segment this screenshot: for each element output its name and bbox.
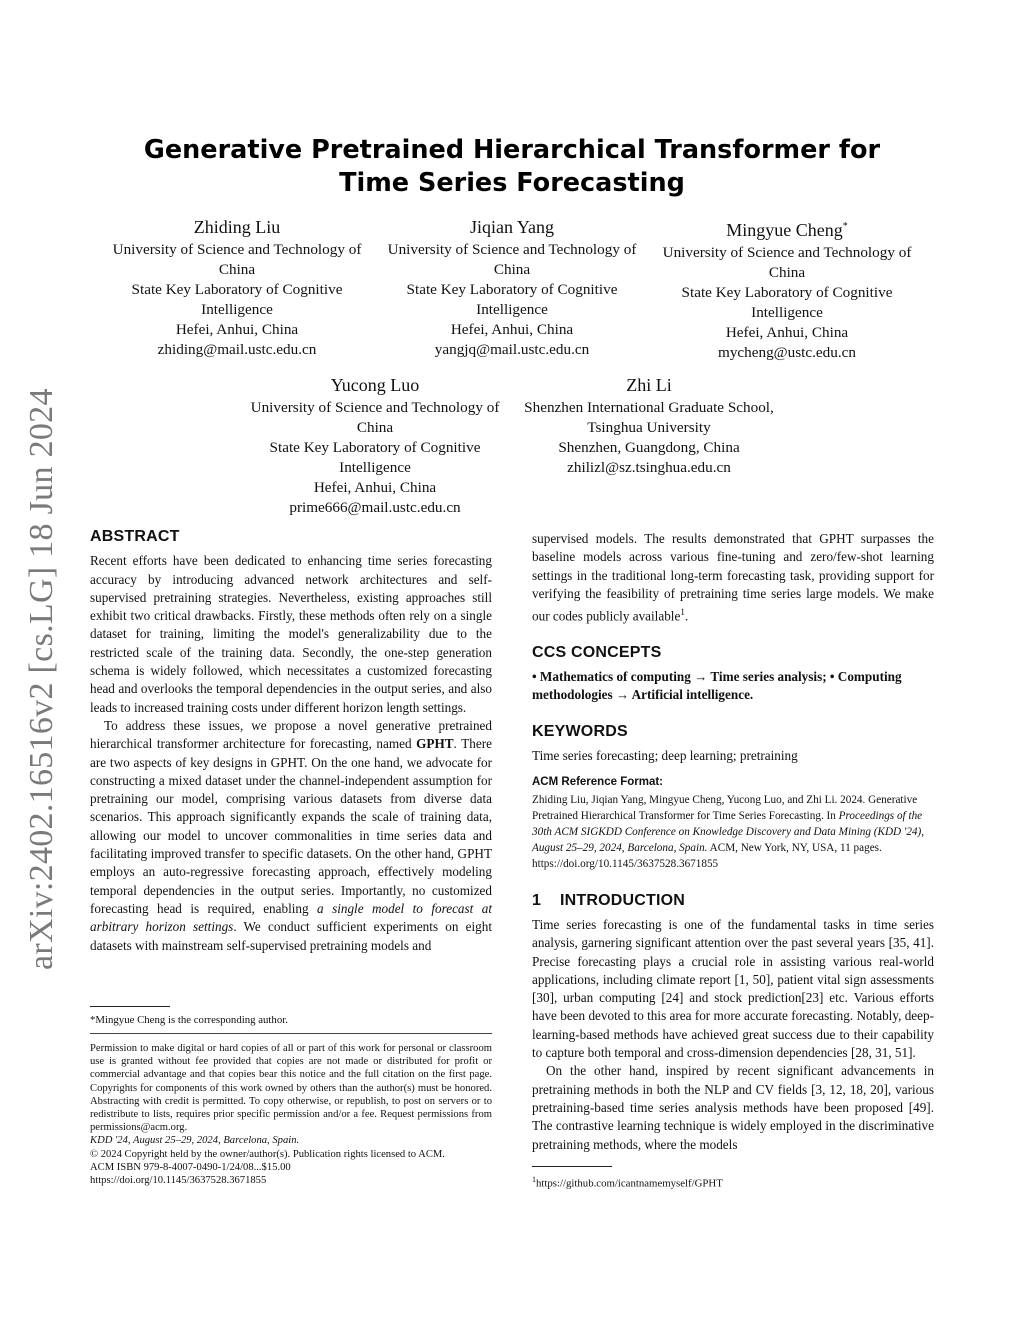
permission-block — [90, 1033, 492, 1187]
footnote-rule — [532, 1166, 612, 1167]
author-name: Yucong Luo — [330, 375, 420, 395]
author-name: Zhi Li — [626, 375, 672, 395]
right-column — [532, 530, 934, 1154]
acm-reference-heading: ACM Reference Format: — [532, 776, 663, 789]
ccs-heading: CCS CONCEPTS — [532, 643, 662, 661]
corresponding-mark: * — [842, 221, 848, 232]
author-location: Shenzhen, Guangdong, China — [558, 439, 740, 456]
author-affiliation: State Key Laboratory of Cognitive Intelligence — [269, 439, 481, 476]
author-block-2 — [382, 216, 642, 360]
keywords-heading: KEYWORDS — [532, 722, 628, 740]
author-block-4 — [245, 374, 505, 518]
url-footnote — [532, 1166, 934, 1191]
author-location: Hefei, Anhui, China — [450, 321, 574, 338]
abstract-continued: supervised models. The results demonstrated that GPHT surpasses the baseline models across various fine-tuning and zero/few-shot learning settings in the traditional long-term forecasting task, providing support for verifying the feasibility of pretraining time series large models. We make our codes publicly available$^1$. — [532, 531, 934, 624]
isbn: ACM ISBN 979-8-4007-0490-1/24/08...$15.00 — [90, 1161, 291, 1173]
author-email: mycheng@ustc.edu.cn — [718, 344, 856, 361]
author-block-3 — [657, 216, 917, 363]
permission-text: Permission to make digital or hard copies of all or part of this work for personal or classroom use is granted without fee provided that copies are not made or distributed for profit or commercial advantage and that copies bear this notice and the full citation on the first page. Copyrights for components of this work owned by others than the author(s) must be honored. Abstracting with credit is permitted. To copy otherwise, or republish, to post on servers or to redistribute to lists, requires prior specific permission and/or a fee. Request permissions from permissions@acm.org. — [90, 1043, 492, 1134]
title-line-1: Generative Pretrained Hierarchical Transformer for — [143, 135, 881, 165]
author-email: prime666@mail.ustc.edu.cn — [289, 499, 461, 516]
author-name: Mingyue Cheng* — [726, 220, 848, 240]
author-location: Hefei, Anhui, China — [175, 321, 299, 338]
author-affiliation: University of Science and Technology of China — [662, 244, 912, 281]
acm-reference: Zhiding Liu, Jiqian Yang, Mingyue Cheng, Yucong Luo, and Zhi Li. 2024. Generative Pretrained Hierarchical Transformer for Time Series Forecasting. In Proceedings of the 30th ACM SIGKDD Conference on Knowledge Discovery and Data Mining (KDD '24), August 25–29, 2024, Barcelona, Spain. ACM, New York, NY, USA, 11 pages. https://doi.org/10.1145/3637528.3671855 — [532, 793, 925, 870]
author-email: zhilizl@sz.tsinghua.edu.cn — [567, 459, 731, 476]
author-location: Hefei, Anhui, China — [725, 324, 849, 341]
left-column — [90, 528, 492, 955]
arxiv-stamp: arXiv:2402.16516v2 [cs.LG] 18 Jun 2024 — [23, 388, 60, 970]
author-affiliation: University of Science and Technology of China — [250, 399, 500, 436]
github-link[interactable]: $^1$https://github.com/icantnamemyself/GPHT — [532, 1175, 723, 1190]
footnote-text: *Mingyue Cheng is the corresponding author. — [90, 1014, 288, 1026]
venue: KDD '24, August 25–29, 2024, Barcelona, Spain. — [90, 1135, 300, 1147]
intro-heading: 1 INTRODUCTION — [532, 891, 686, 909]
copyright: © 2024 Copyright held by the owner/author(s). Publication rights licensed to ACM. — [90, 1148, 445, 1160]
paper-title — [110, 134, 914, 200]
author-name: Jiqian Yang — [469, 217, 554, 237]
abstract-paragraph-1: Recent efforts have been dedicated to enhancing time series forecasting accuracy by introducing advanced network architectures and self-supervised pretraining strategies. Nevertheless, existing approaches still exhibit two critical drawbacks. Firstly, these methods often rely on a single dataset for training, limiting the model's generalizability due to the restricted scale of the training data. Secondly, the one-step generation schema is widely followed, which necessitates a customized forecasting head and overlooks the temporal dependencies in the output series, and also leads to increased training costs under different horizon length settings. — [90, 553, 492, 715]
author-affiliation: University of Science and Technology of China — [112, 241, 362, 278]
author-affiliation: University of Science and Technology of China — [387, 241, 637, 278]
author-affiliation: Shenzhen International Graduate School, Tsinghua University — [524, 399, 774, 436]
abstract-paragraph-2: To address these issues, we propose a novel generative pretrained hierarchical transformer architecture for forecasting, named GPHT. There are two aspects of key designs in GPHT. On the one hand, we advocate for constructing a mixed dataset under the channel-independent assumption for pretraining our model, comprising various datasets from diverse data scenarios. This approach significantly expands the scale of training data, allowing our model to uncover commonalities in time series data and facilitating improved transfer to specific datasets. On the other hand, GPHT employs an auto-regressive forecasting approach, effectively modeling temporal dependencies in the output series. Importantly, no customized forecasting head is required, enabling a single model to forecast at arbitrary horizon settings. We conduct sufficient experiments on eight datasets with mainstream self-supervised pretraining models and — [90, 717, 492, 953]
title-line-2: Time Series Forecasting — [339, 168, 685, 198]
author-email: yangjq@mail.ustc.edu.cn — [434, 341, 590, 358]
intro-paragraph-2: On the other hand, inspired by recent significant advancements in pretraining methods in both the NLP and CV fields [3, 12, 18, 20], various pretraining-based time series analysis methods have been proposed [49]. The contrastive learning technique is widely employed in the discriminative pretraining methods, where the models — [532, 1063, 934, 1152]
footnote-rule — [90, 1006, 170, 1007]
keywords: Time series forecasting; deep learning; pretraining — [532, 748, 798, 764]
abstract-heading: ABSTRACT — [90, 528, 180, 545]
author-affiliation: State Key Laboratory of Cognitive Intelligence — [681, 284, 893, 321]
ccs-concepts: • Mathematics of computing → Time series analysis; • Computing methodologies → Artificial intelligence. — [532, 669, 902, 703]
intro-paragraph-1: Time series forecasting is one of the fundamental tasks in time series analysis, garnering significant attention over the past several years [35, 41]. Precise forecasting plays a crucial role in assisting various real-world applications, including climate report [1, 50], patient vital sign assessments [30], urban computing [24] and stock prediction[23] etc. Various efforts have been devoted to this area for more accurate forecasting. Notably, deep-learning-based methods have achieved great success due to their capability to capture both temporal and cross-dimension dependencies [28, 31, 51]. — [532, 916, 934, 1061]
corresponding-footnote — [90, 1006, 492, 1027]
author-location: Hefei, Anhui, China — [313, 479, 437, 496]
author-block-5 — [519, 374, 779, 478]
doi-link[interactable]: https://doi.org/10.1145/3637528.3671855 — [90, 1175, 267, 1187]
author-block-1 — [107, 216, 367, 360]
author-affiliation: State Key Laboratory of Cognitive Intelligence — [131, 281, 343, 318]
author-email: zhiding@mail.ustc.edu.cn — [157, 341, 317, 358]
author-affiliation: State Key Laboratory of Cognitive Intelligence — [406, 281, 618, 318]
author-name: Zhiding Liu — [193, 217, 281, 237]
